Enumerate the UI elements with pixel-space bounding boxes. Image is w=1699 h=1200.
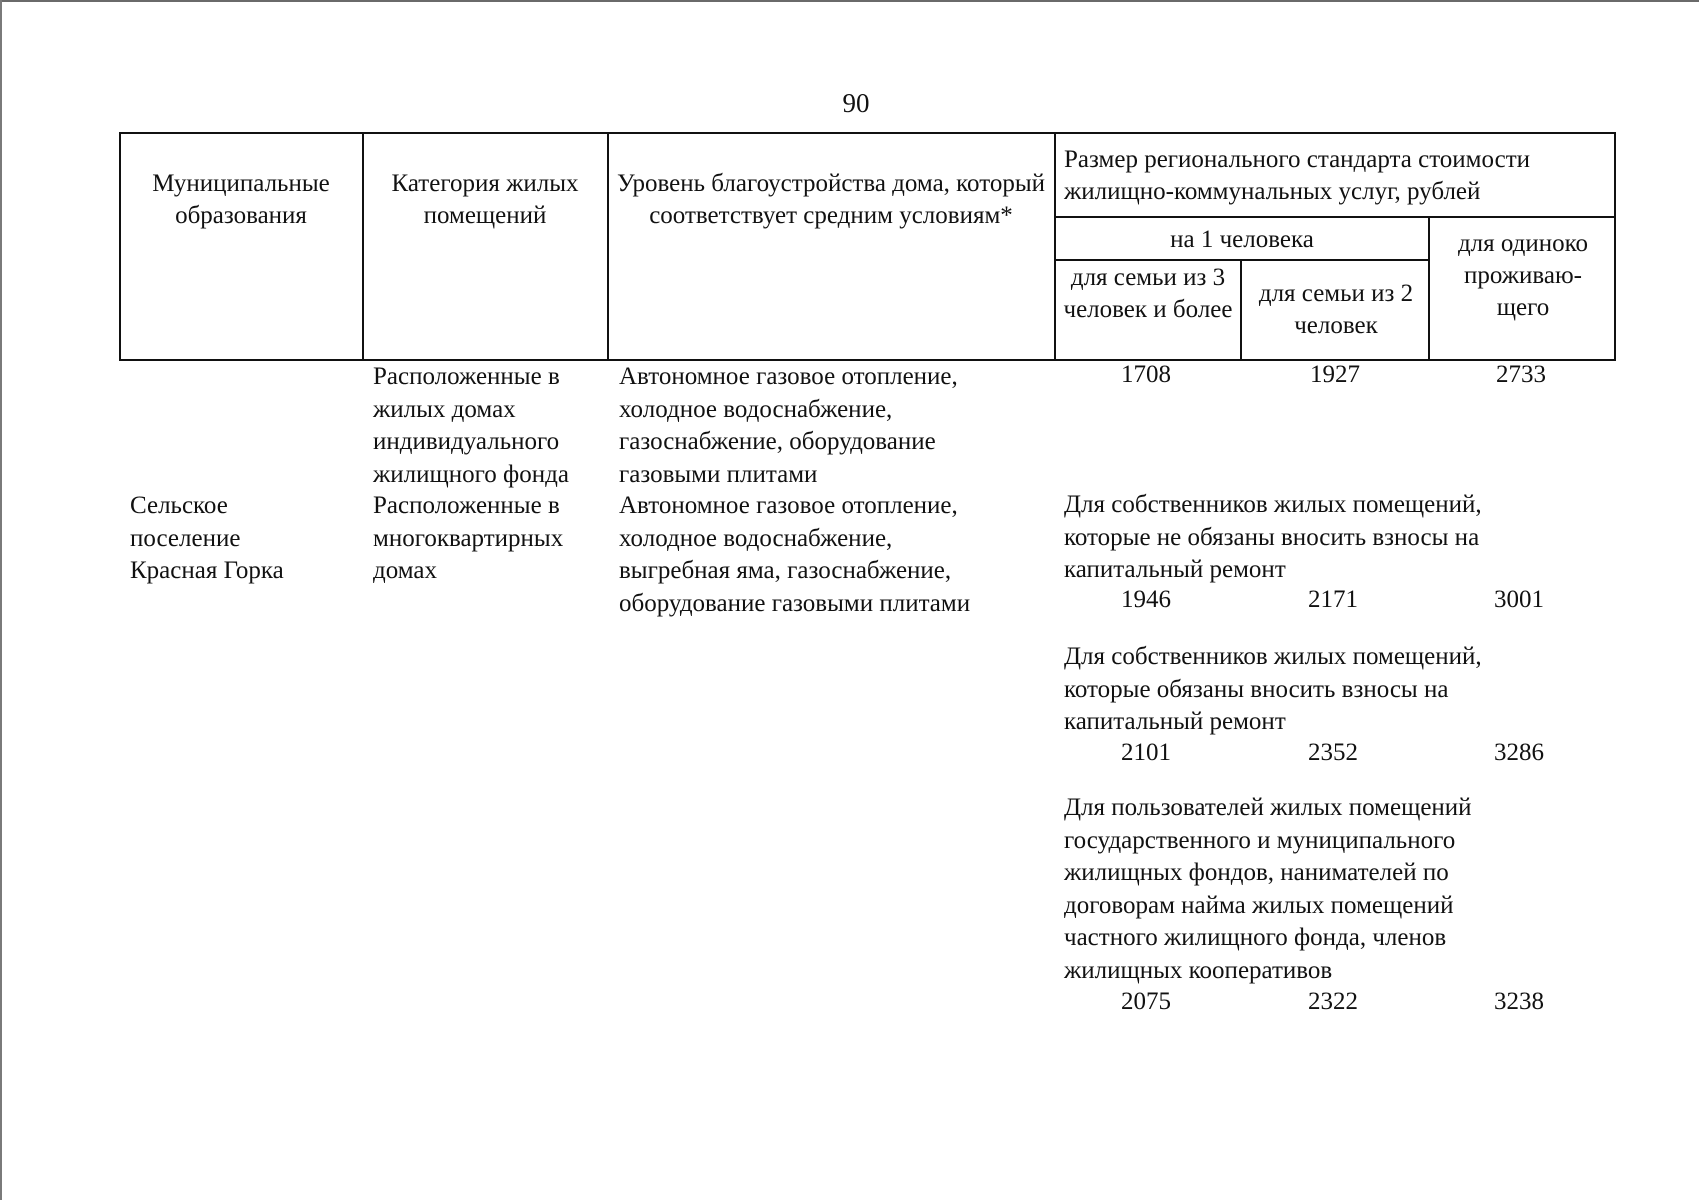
amenities-apartment-buildings: Автономное газовое отопление, холодное водоснабжение, выгребная яма, газоснабжение, оборудование газовыми плитами — [619, 492, 971, 617]
row1-single-value: 2733 — [1496, 361, 1546, 388]
group-owners-repair-label: Для собственников жилых помещений, которые обязаны вносить взносы на капитальный ремонт — [1064, 643, 1482, 735]
row1-family2-value: 1927 — [1310, 361, 1360, 388]
table-left-border — [119, 132, 121, 361]
category-apartment-buildings: Расположенные в многоквартирных домах — [373, 492, 564, 584]
row1-family3-value: 1708 — [1121, 361, 1171, 388]
header-municipality: Муниципальные образования — [152, 170, 330, 229]
amenities-individual-houses: Автономное газовое отопление, холодное водоснабжение, газоснабжение, оборудование газовыми плитами — [619, 363, 958, 488]
col-divider-2 — [607, 132, 609, 361]
scan-edge-top — [0, 0, 1699, 2]
table-top-border — [119, 132, 1616, 134]
col-divider-1 — [362, 132, 364, 361]
header-amenities: Уровень благоустройства дома, который соответствует средним условиям* — [617, 170, 1045, 229]
header-family-2: для семьи из 2 человек — [1258, 280, 1414, 339]
category-individual-houses: Расположенные в жилых домах индивидуального жилищного фонда — [373, 363, 569, 488]
group-c-family2-value: 2322 — [1308, 988, 1358, 1015]
header-per-person: на 1 человека — [1170, 226, 1314, 253]
group-b-family3-value: 2101 — [1121, 739, 1171, 766]
group-b-single-value: 3286 — [1494, 739, 1544, 766]
group-a-family3-value: 1946 — [1121, 586, 1171, 613]
group-c-family3-value: 2075 — [1121, 988, 1171, 1015]
col-divider-5 — [1428, 216, 1430, 361]
group-b-family2-value: 2352 — [1308, 739, 1358, 766]
group-a-single-value: 3001 — [1494, 586, 1544, 613]
page-number: 90 — [842, 88, 870, 118]
header-family-3: для семьи из 3 человек и более — [1063, 264, 1233, 323]
header-category: Категория жилых помещений — [391, 170, 579, 229]
col-divider-4 — [1240, 259, 1242, 361]
header-standard: Размер регионального стандарта стоимости жилищно-коммунальных услуг, рублей — [1064, 146, 1531, 205]
table-right-border — [1614, 132, 1616, 361]
group-owners-no-repair-label: Для собственников жилых помещений, которые не обязаны вносить взносы на капитальный ремонт — [1064, 491, 1482, 583]
header-single: для одиноко проживаю-щего — [1457, 230, 1589, 321]
per-person-divider — [1054, 259, 1430, 261]
group-tenants-label: Для пользователей жилых помещений государственного и муниципального жилищных фондов, нанимателей по договорам найма жилых помещений частного жилищного фонда, членов жилищных кооперативов — [1064, 794, 1472, 984]
municipality-name: Сельское поселение Красная Горка — [130, 492, 284, 584]
standard-header-divider — [1054, 216, 1616, 218]
scan-edge-left — [0, 0, 2, 1200]
group-a-family2-value: 2171 — [1308, 586, 1358, 613]
group-c-single-value: 3238 — [1494, 988, 1544, 1015]
